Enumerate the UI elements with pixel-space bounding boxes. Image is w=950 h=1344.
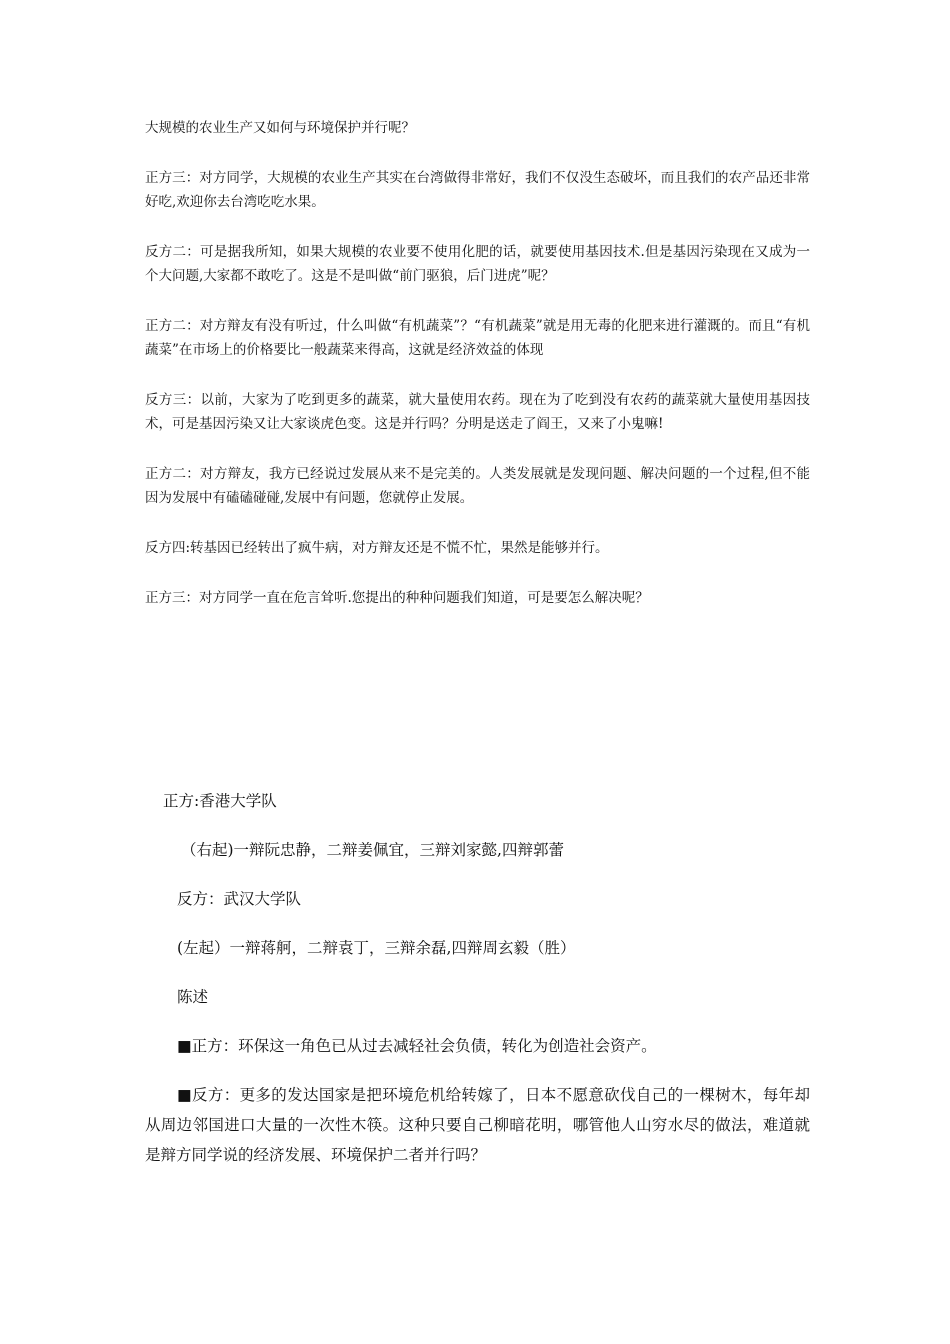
paragraph-affirmative-2: 正方二：对方辩友有没有听过，什么叫做“有机蔬菜”？“有机蔬菜”就是用无毒的化肥来进行灌溉的。而且“有机蔬菜”在市场上的价格要比一般蔬菜来得高，这就是经济效益的体现 — [145, 318, 810, 358]
paragraph-affirmative-2-second: 正方二：对方辩友，我方已经说过发展从来不是完美的。人类发展就是发现问题、解决问题的一个过程,但不能因为发展中有磕磕碰碰,发展中有问题，您就停止发展。 — [145, 466, 810, 506]
negative-team: 反方：武汉大学队 — [177, 890, 302, 908]
bullet-square-icon: ■ — [177, 1086, 192, 1104]
statement-negative — [145, 1080, 810, 1170]
paragraph-negative-4: 反方四:转基因已经转出了疯牛病，对方辩友还是不慌不忙，果然是能够并行。 — [145, 540, 609, 556]
team-info-section — [145, 786, 810, 1189]
statement-affirmative — [145, 1031, 810, 1061]
negative-members: (左起）一辩蒋舸，二辩袁丁，三辩余磊,四辩周玄毅（胜） — [177, 939, 576, 957]
affirmative-members: （右起)一辩阮忠静，二辩姜佩宜，三辩刘家懿,四辩郭蕾 — [181, 841, 564, 859]
paragraph-question: 大规模的农业生产又如何与环境保护并行呢？ — [145, 120, 415, 136]
paragraph-negative-2: 反方二：可是据我所知，如果大规模的农业要不使用化肥的话，就要使用基因技术.但是基因污染现在又成为一个大问题,大家都不敢吃了。这是不是叫做“前门驱狼，后门进虎”呢？ — [145, 244, 810, 284]
paragraph-negative-3: 反方三：以前，大家为了吃到更多的蔬菜，就大量使用农药。现在为了吃到没有农药的蔬菜就大量使用基因技术，可是基因污染又让大家谈虎色变。这是并行吗？分明是送走了阎王，又来了小鬼嘛! — [145, 392, 810, 432]
debate-exchange — [145, 116, 810, 636]
affirmative-team: 正方:香港大学队 — [163, 792, 277, 810]
paragraph-affirmative-3: 正方三：对方同学，大规模的农业生产其实在台湾做得非常好，我们不仅没生态破坏，而且我们的农产品还非常好吃,欢迎你去台湾吃吃水果。 — [145, 170, 810, 210]
statement-negative-text: 反方：更多的发达国家是把环境危机给转嫁了，日本不愿意砍伐自己的一棵树木，每年却从周边邻国进口大量的一次性木筷。这种只要自己柳暗花明，哪管他人山穷水尽的做法，难道就是辩方同学说的经济发展、环境保护二者并行吗？ — [145, 1086, 810, 1164]
statement-affirmative-text: 正方：环保这一角色已从过去减轻社会负债，转化为创造社会资产。 — [191, 1037, 657, 1055]
paragraph-affirmative-3-second: 正方三：对方同学一直在危言耸听.您提出的种种问题我们知道，可是要怎么解决呢？ — [145, 590, 649, 606]
bullet-square-icon: ■ — [177, 1037, 192, 1055]
statement-heading: 陈述 — [177, 988, 209, 1006]
